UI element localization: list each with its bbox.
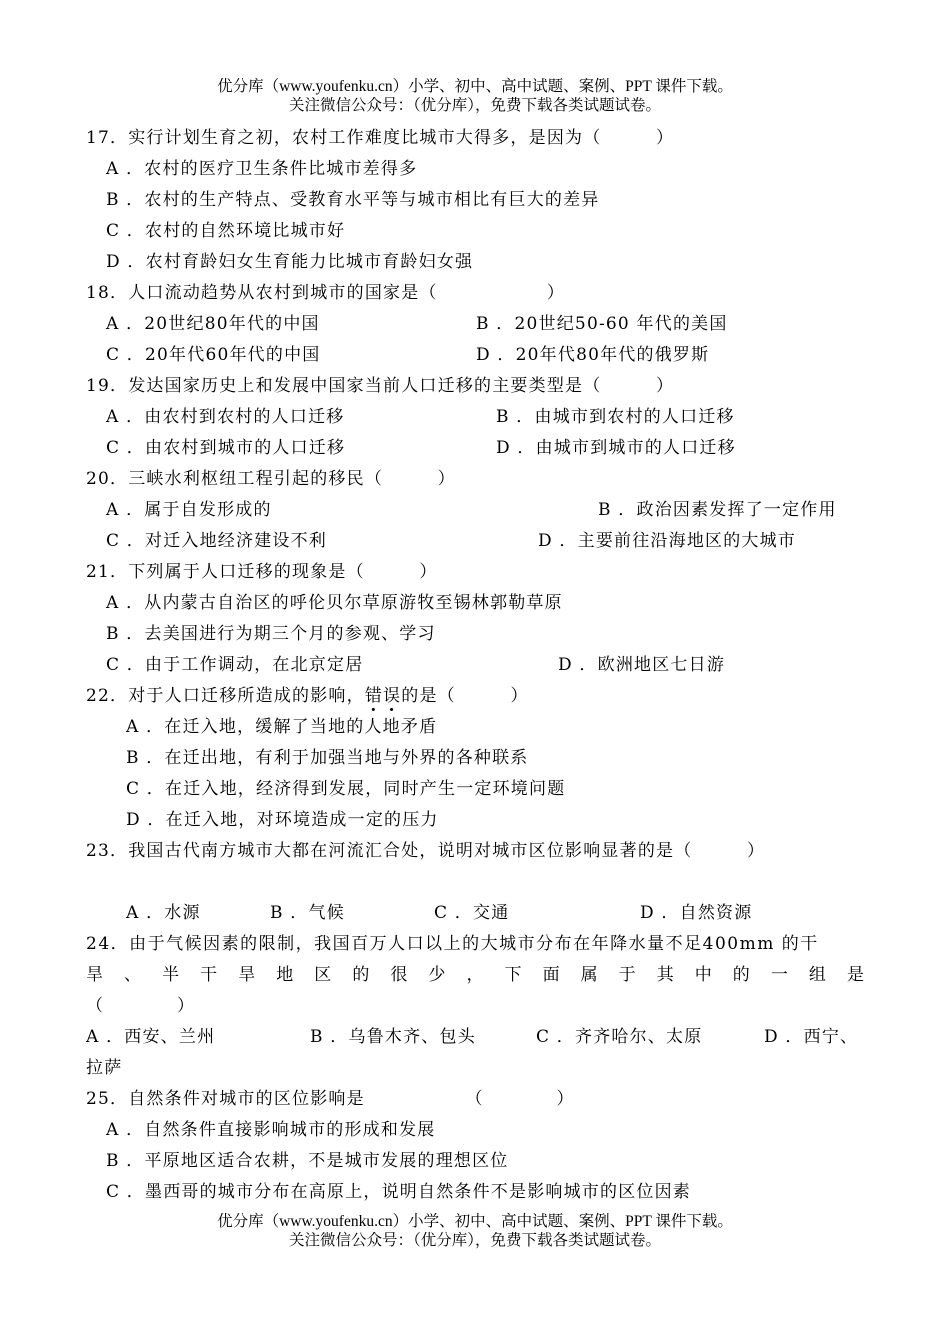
q21-option-a: A ．从内蒙古自治区的呼伦贝尔草原游牧至锡林郭勒草原 xyxy=(106,593,563,613)
page-footer xyxy=(0,1212,950,1250)
q20-stem: 20．三峡水利枢纽工程引起的移民（ ） xyxy=(86,469,456,489)
q19-stem: 19．发达国家历史上和发展中国家当前人口迁移的主要类型是（ ） xyxy=(86,376,675,396)
q23-stem: 23．我国古代南方城市大都在河流汇合处，说明对城市区位影响显著的是（ ） xyxy=(86,841,766,861)
header-line-2: 关注微信公众号：（优分库），免费下载各类试题试卷。 xyxy=(288,97,661,114)
q20-option-c: C ．对迁入地经济建设不利 xyxy=(106,531,328,551)
q24-char: 其 xyxy=(656,965,674,985)
q24-char: 很 xyxy=(390,965,408,985)
q24-stem-line-2 xyxy=(86,964,864,986)
q22-option-d: D ．在迁入地，对环境造成一定的压力 xyxy=(126,810,439,830)
q20-option-a: A ．属于自发形成的 xyxy=(106,500,272,520)
q24-option-b: B ．乌鲁木齐、包头 xyxy=(310,1027,476,1047)
q24-char: 旱 xyxy=(86,965,103,985)
q24-char: 组 xyxy=(808,965,826,985)
q24-char: 旱 xyxy=(238,965,256,985)
q18-option-c: C ．20年代60年代的中国 xyxy=(106,345,321,365)
q24-char: 于 xyxy=(618,965,636,985)
q24-stem-line-1: 24．由于气候因素的限制，我国百万人口以上的大城市分布在年降水量不足400mm 的干 xyxy=(86,934,819,954)
q24-char: 半 xyxy=(162,965,180,985)
q21-option-d: D ．欧洲地区七日游 xyxy=(558,655,726,675)
q24-char: 的 xyxy=(352,965,370,985)
q17-option-a: A ．农村的医疗卫生条件比城市差得多 xyxy=(106,159,418,179)
q22-stem-pre: 22．对于人口迁移所造成的影响， xyxy=(86,686,365,706)
q23-option-b: B ．气候 xyxy=(270,903,345,923)
q24-char: 一 xyxy=(770,965,788,985)
q19-option-c: C ．由农村到城市的人口迁移 xyxy=(106,438,346,458)
q18-option-d: D ．20年代80年代的俄罗斯 xyxy=(476,345,710,365)
q24-option-c: C ．齐齐哈尔、太原 xyxy=(536,1027,703,1047)
q18-option-a: A ．20世纪80年代的中国 xyxy=(106,314,320,334)
q19-option-b: B ．由城市到农村的人口迁移 xyxy=(496,407,735,427)
q19-option-a: A ．由农村到农村的人口迁移 xyxy=(106,407,345,427)
q24-char: 中 xyxy=(694,965,712,985)
q24-char: 是 xyxy=(846,965,864,985)
q22-stem-post: 的是（ ） xyxy=(401,686,529,706)
q18-option-b: B ．20世纪50-60 年代的美国 xyxy=(476,314,728,334)
q22-option-a: A ．在迁入地，缓解了当地的人地矛盾 xyxy=(126,717,438,737)
q24-char: ， xyxy=(466,965,484,985)
q24-char: 下 xyxy=(504,965,522,985)
q24-char: 属 xyxy=(580,965,598,985)
q24-char: 区 xyxy=(314,965,332,985)
page-header xyxy=(0,77,950,115)
q24-char: 、 xyxy=(124,965,142,985)
q25-option-b: B ．平原地区适合农耕，不是城市发展的理想区位 xyxy=(106,1151,509,1171)
q25-stem: 25．自然条件对城市的区位影响是 （ ） xyxy=(86,1089,575,1109)
q22-option-c: C ．在迁入地，经济得到发展，同时产生一定环境问题 xyxy=(126,779,566,799)
q24-stem-line-3: （ ） xyxy=(86,996,196,1016)
q22-emphasis-2: 误 xyxy=(383,686,402,706)
q24-char: 面 xyxy=(542,965,560,985)
q20-option-d: D ．主要前往沿海地区的大城市 xyxy=(538,531,797,551)
q17-stem: 17．实行计划生育之初，农村工作难度比城市大得多，是因为（ ） xyxy=(86,128,675,148)
q22-stem xyxy=(86,685,529,707)
q24-char: 地 xyxy=(276,965,294,985)
q25-option-a: A ．自然条件直接影响城市的形成和发展 xyxy=(106,1120,436,1140)
q21-stem: 21．下列属于人口迁移的现象是（ ） xyxy=(86,562,438,582)
q24-char: 干 xyxy=(200,965,218,985)
header-line-1: 优分库（www.youfenku.cn）小学、初中、高中试题、案例、PPT 课件下载。 xyxy=(217,78,733,95)
q17-option-b: B ．农村的生产特点、受教育水平等与城市相比有巨大的差异 xyxy=(106,190,600,210)
q25-option-c: C ．墨西哥的城市分布在高原上，说明自然条件不是影响城市的区位因素 xyxy=(106,1182,692,1202)
q24-char: 少 xyxy=(428,965,446,985)
footer-line-1: 优分库（www.youfenku.cn）小学、初中、高中试题、案例、PPT 课件下载。 xyxy=(217,1213,733,1230)
q19-option-d: D ．由城市到城市的人口迁移 xyxy=(496,438,736,458)
q23-option-c: C ．交通 xyxy=(434,903,510,923)
q20-option-b: B ．政治因素发挥了一定作用 xyxy=(598,500,837,520)
q21-option-c: C ．由于工作调动，在北京定居 xyxy=(106,655,364,675)
q18-stem: 18．人口流动趋势从农村到城市的国家是（ ） xyxy=(86,283,566,303)
q21-option-b: B ．去美国进行为期三个月的参观、学习 xyxy=(106,624,436,644)
q23-option-a: A ．水源 xyxy=(126,903,201,923)
footer-line-2: 关注微信公众号：（优分库），免费下载各类试题试卷。 xyxy=(288,1232,661,1249)
q22-option-b: B ．在迁出地，有利于加强当地与外界的各种联系 xyxy=(126,748,529,768)
q24-option-d-continued: 拉萨 xyxy=(86,1058,123,1078)
q23-option-d: D ．自然资源 xyxy=(640,903,753,923)
q24-option-d: D ．西宁、 xyxy=(764,1027,859,1047)
q17-option-d: D ．农村育龄妇女生育能力比城市育龄妇女强 xyxy=(106,252,474,272)
q24-char: 的 xyxy=(732,965,750,985)
q22-emphasis-1: 错 xyxy=(364,686,384,706)
q24-option-a: A ．西安、兰州 xyxy=(86,1027,216,1047)
q17-option-c: C ．农村的自然环境比城市好 xyxy=(106,221,346,241)
